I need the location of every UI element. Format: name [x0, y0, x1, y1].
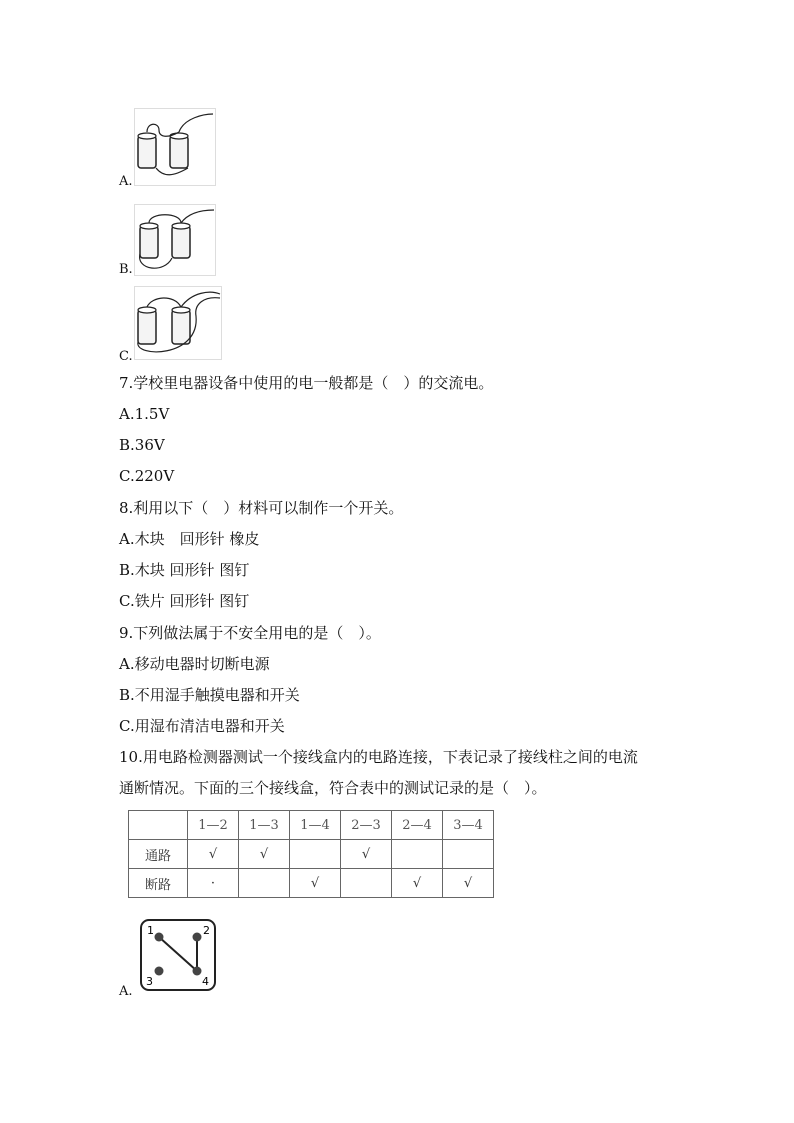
table-header-row — [129, 811, 494, 840]
q7-stem: 7.学校里电器设备中使用的电一般都是（ ）的交流电。 — [119, 374, 494, 392]
table-header-cell: 2—4 — [392, 811, 443, 840]
table-header-cell: 1—4 — [290, 811, 341, 840]
table-header-cell: 1—2 — [188, 811, 239, 840]
q8-option-a: A.木块 回形针 橡皮 — [119, 530, 260, 548]
q10-stem-line-2: 通断情况。下面的三个接线盒，符合表中的测试记录的是（ ）。 — [119, 779, 547, 797]
terminal-label: 1 — [147, 924, 154, 937]
table-header-cell: 2—3 — [341, 811, 392, 840]
q8-option-c: C.铁片 回形针 图钉 — [119, 592, 250, 610]
terminal-label: 2 — [203, 924, 210, 937]
q7-option-c: C.220V — [119, 467, 175, 485]
table-cell — [239, 869, 290, 898]
q10-stem-line-1: 10.用电路检测器测试一个接线盒内的电路连接，下表记录了接线柱之间的电流 — [119, 748, 638, 766]
q9-option-a: A.移动电器时切断电源 — [119, 655, 270, 673]
table-cell — [443, 840, 494, 869]
table-row — [129, 869, 494, 898]
table-cell: · — [188, 869, 239, 898]
q6-option-b-letter: B. — [119, 262, 133, 277]
table-cell — [341, 869, 392, 898]
row-label-broken: 断路 — [129, 869, 188, 898]
table-corner-cell — [129, 811, 188, 840]
q9-option-c: C.用湿布清洁电器和开关 — [119, 717, 285, 735]
q6-option-c-letter: C. — [119, 349, 133, 364]
battery-diagram-a — [134, 108, 216, 186]
q9-option-b: B.不用湿手触摸电器和开关 — [119, 686, 300, 704]
table-cell: √ — [341, 840, 392, 869]
circuit-test-table — [128, 810, 494, 898]
q10-option-a-letter: A. — [119, 984, 133, 999]
q6-option-a-letter: A. — [119, 174, 133, 189]
q9-stem: 9.下列做法属于不安全用电的是（ ）。 — [119, 624, 381, 642]
table-cell: √ — [239, 840, 290, 869]
table-header-cell: 1—3 — [239, 811, 290, 840]
table-cell: √ — [188, 840, 239, 869]
q7-option-a: A.1.5V — [119, 405, 170, 423]
table-cell: √ — [290, 869, 341, 898]
table-cell: √ — [443, 869, 494, 898]
q8-option-b: B.木块 回形针 图钉 — [119, 561, 250, 579]
battery-diagram-c — [134, 286, 222, 360]
junction-box-a — [138, 917, 218, 993]
q8-stem: 8.利用以下（ ）材料可以制作一个开关。 — [119, 499, 404, 517]
table-header-cell: 3—4 — [443, 811, 494, 840]
q7-option-b: B.36V — [119, 436, 165, 454]
table-cell: √ — [392, 869, 443, 898]
table-row — [129, 840, 494, 869]
table-cell — [290, 840, 341, 869]
battery-diagram-b — [134, 204, 216, 276]
table-cell — [392, 840, 443, 869]
row-label-connected: 通路 — [129, 840, 188, 869]
terminal-label: 3 — [146, 975, 153, 988]
terminal-label: 4 — [202, 975, 209, 988]
